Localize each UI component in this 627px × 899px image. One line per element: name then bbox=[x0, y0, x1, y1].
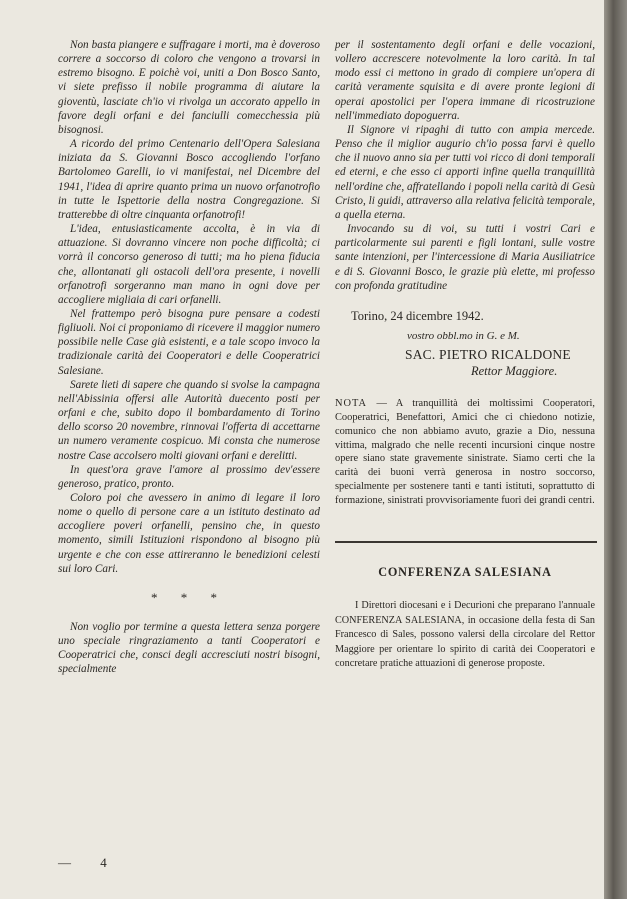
nota-text: A tranquillità dei moltissimi Cooperatori, Cooperatrici, Benefattori, Amici che ci chiedono notizie, comunico che non abbiamo avuto, grazie a Dio, nessuna vittima, malgrado che nelle recenti incursioni cinque nostre opere siano state gravemente sinistrate. Siamo certi che la carità dei buoni verrà generosa in nostro soccorso, specialmente per sostenere tanti e tanti istituti, soprattutto di formazione, sinistrati provvisoriamente fuori dei grandi centri. bbox=[335, 397, 595, 507]
paragraph: Il Signore vi ripaghi di tutto con ampia mercede. Penso che il miglior augurio ch'io possa farvi è quello che il nuovo anno sia per tutti voi ricco di doni temporali ed eterni, e che esso ci apporti infine quella tranquillità nell'ordine che, affratellando i popoli nella carità di Gesù Cristo, li guidi, attraverso alla relativa felicità temporale, a quella eterna. bbox=[335, 123, 595, 221]
page-edge-shadow bbox=[604, 0, 627, 899]
paragraph: Invocando su di voi, su tutti i vostri Cari e particolarmente sui parenti e figli lontani, sulle vostre sante intenzioni, per l'intercessione di Maria Ausiliatrice e di S. Giovanni Bosco, le grazie più elette, mi professo con profonda gratitudine bbox=[335, 223, 595, 292]
letter-date: Torino, 24 dicembre 1942. bbox=[351, 308, 484, 323]
conferenza-body: I Direttori diocesani e i Decurioni che preparano l'annuale CONFERENZA SALESIANA, in occasione della festa di San Francesco di Sales, possono valersi della circolare del Rettor Maggiore per orientare lo spirito di carità dei Cooperatori e concretare pratiche attuazioni di generose proposte. bbox=[335, 600, 595, 670]
signature-closing: vostro obbl.mo in G. e M. bbox=[407, 329, 520, 342]
paragraph: Sarete lieti di sapere che quando si svolse la campagna nell'Abissinia offersi alle Autorità duecento posti per orfani e che, subito dopo il bombardamento di Torino dello scorso 20 novembre, rinnovai l'offerta di accettarne un numero veramente cospicuo. Mi consta che numerose nostre Case accolsero molti giovani orfani e derelitti. bbox=[58, 378, 320, 462]
footer-dash: — bbox=[58, 855, 71, 870]
page-number: 4 bbox=[100, 855, 107, 870]
nota-label: NOTA bbox=[335, 397, 368, 409]
right-column bbox=[335, 38, 595, 672]
conferenza-heading: CONFERENZA SALESIANA bbox=[378, 565, 552, 580]
page-footer bbox=[58, 855, 107, 871]
paragraph: per il sostentamento degli orfani e delle vocazioni, vollero accrescere notevolmente la loro carità. In tal modo essi ci mettono in grado di compiere un'opera di carità veramente squisita e di avere pronte legioni di operai apostolici per l'opera immane di ricostruzione nell'immediato dopoguerra. bbox=[335, 39, 595, 122]
paragraph: A ricordo del primo Centenario dell'Opera Salesiana iniziata da S. Giovanni Bosco accogliendo l'orfano Bartolomeo Garelli, io vi manifestai, nel Dicembre del 1941, l'idea di aprire quanto prima un nuovo orfanotrofio in tutte le Ispettorie della nostra Congregazione. Si tratterebbe di oltre cinquanta orfanotrofi! bbox=[58, 138, 320, 221]
paragraph: Coloro poi che avessero in animo di legare il loro nome o quello di persone care a un istituto destinato ad accogliere poveri orfanelli, pensino che, in questo momento, simili Istituzioni rispondono al bisogno più urgente e che con esse attireranno le benedizioni celesti sui loro Cari. bbox=[58, 492, 320, 575]
paragraph: Non basta piangere e suffragare i morti, ma è doveroso correre a soccorso di coloro che vengono a trovarsi in estremo bisogno. E poichè voi, uniti a Don Bosco Santo, vi siete prefisso il nobile programma di aiutare la gioventù, lasciate ch'io vi rivolga un accorato appello in favore degli orfani e dei fanciulli comecchessia più bisognosi. bbox=[58, 39, 320, 136]
signature-title: Rettor Maggiore. bbox=[471, 363, 558, 378]
paragraph: In quest'ora grave l'amore al prossimo dev'essere generoso, pratico, pronto. bbox=[58, 463, 320, 490]
horizontal-rule bbox=[335, 541, 597, 543]
paragraph: Non voglio por termine a questa lettera senza porgere uno speciale ringraziamento a tanti Cooperatori e Cooperatrici che, consci degli accresciuti nostri bisogni, specialmente bbox=[58, 620, 320, 676]
section-separator: * * * bbox=[151, 589, 227, 605]
signature-name: SAC. PIETRO RICALDONE bbox=[405, 346, 571, 362]
nota-block bbox=[335, 397, 595, 508]
nota-dash: — bbox=[376, 397, 387, 409]
paragraph: L'idea, entusiasticamente accolta, è in via di attuazione. Si dovranno vincere non poche difficoltà; ci vorrà il concorso generoso di tutti; ma ho piena fiducia che, allontanati gli ostacoli dell'ora presente, i novelli orfanotrofi sorgeranno man mano in ogni dove per accogliere migliaia di cari orfanelli. bbox=[58, 223, 320, 306]
left-column bbox=[58, 38, 320, 677]
paragraph: Nel frattempo però bisogna pure pensare a codesti figliuoli. Noi ci proponiamo di ricevere il maggior numero possibile nelle Case già esistenti, e a tale scopo invoco la tradizionale carità dei Cooperatori e delle Cooperatrici Salesiane. bbox=[58, 307, 320, 377]
